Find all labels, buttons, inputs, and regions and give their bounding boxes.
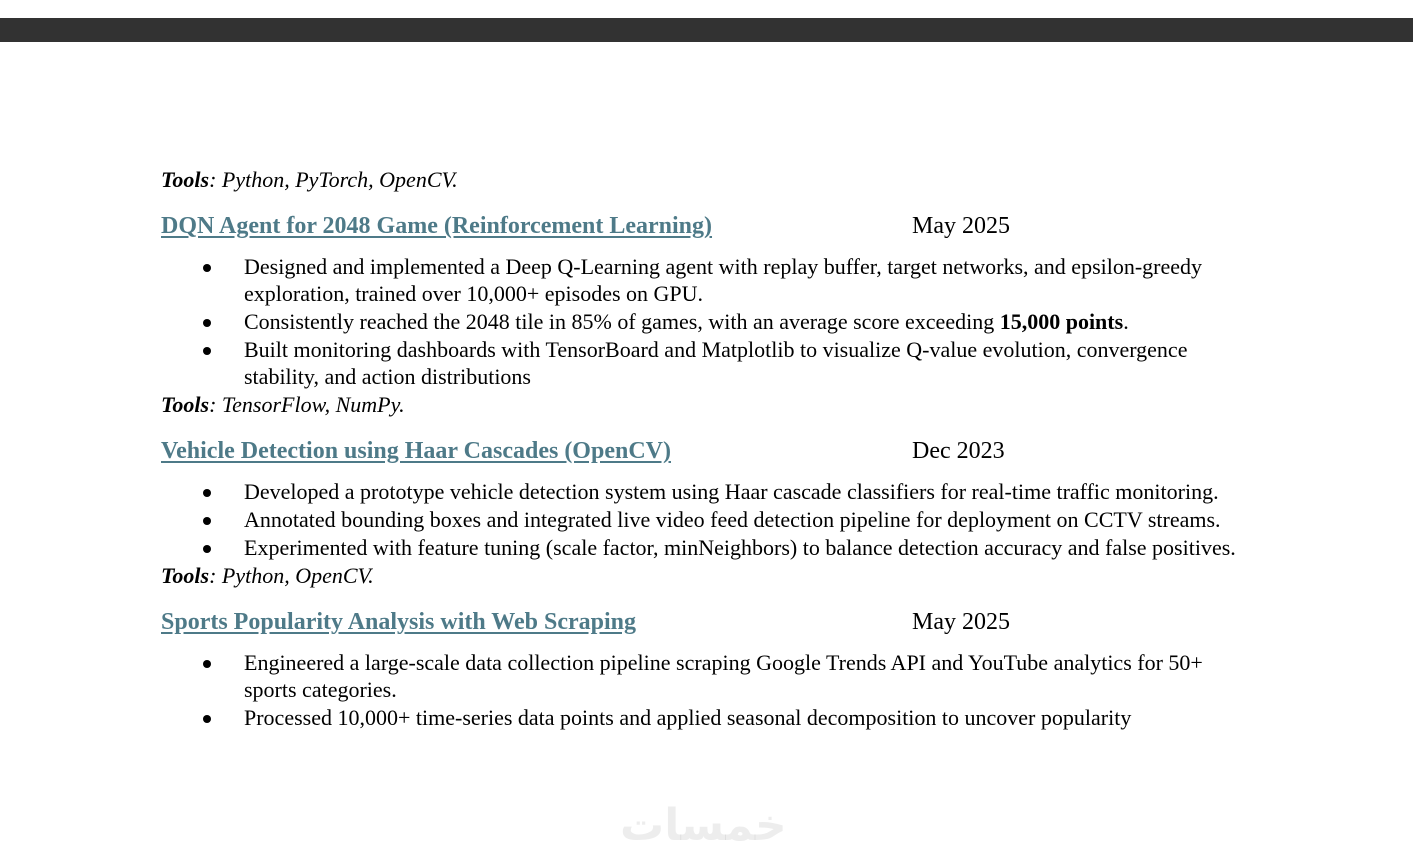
bullet-icon <box>203 660 211 668</box>
project-bullet-list <box>161 478 1251 561</box>
bullet-text: Developed a prototype vehicle detection system using Haar cascade classifiers for real-time traffic monitoring. <box>244 479 1219 504</box>
tools-value: : TensorFlow, NumPy. <box>209 392 405 417</box>
bullet-text: Processed 10,000+ time-series data points and applied seasonal decomposition to uncover popularity <box>244 705 1132 730</box>
tools-label: Tools <box>161 392 210 417</box>
bullet-item <box>161 336 1251 390</box>
project-date: May 2025 <box>912 609 1010 635</box>
project-header <box>161 607 1251 637</box>
bullet-item <box>161 308 1251 335</box>
tools-line <box>161 562 1251 589</box>
project-date: Dec 2023 <box>912 438 1005 464</box>
tools-value: : Python, OpenCV. <box>209 563 374 588</box>
bullet-item <box>161 649 1251 703</box>
bullet-icon <box>203 264 211 272</box>
bullet-text: Consistently reached the 2048 tile in 85% of games, with an average score exceeding <box>244 309 1000 334</box>
bullet-item <box>161 534 1251 561</box>
project-title-link[interactable]: Vehicle Detection using Haar Cascades (OpenCV) <box>161 438 671 464</box>
project-header <box>161 436 1251 466</box>
tools-label: Tools <box>161 563 210 588</box>
bullet-text: Experimented with feature tuning (scale factor, minNeighbors) to balance detection accuracy and false positives. <box>244 535 1236 560</box>
bullet-item <box>161 478 1251 505</box>
bullet-item <box>161 506 1251 533</box>
bullet-text: Annotated bounding boxes and integrated live video feed detection pipeline for deployment on CCTV streams. <box>244 507 1221 532</box>
tools-line <box>161 391 1251 418</box>
viewer-toolbar <box>0 18 1413 42</box>
tools-value: : Python, PyTorch, OpenCV. <box>209 167 458 192</box>
bullet-icon <box>203 347 211 355</box>
bullet-text: Engineered a large-scale data collection pipeline scraping Google Trends API and YouTube analytics for 50+ sports categories. <box>244 650 1203 702</box>
bullet-text: Built monitoring dashboards with TensorBoard and Matplotlib to visualize Q-value evolution, convergence stability, and action distributions <box>244 337 1188 389</box>
project-bullet-list <box>161 253 1251 390</box>
resume-projects-section <box>161 166 1251 732</box>
bullet-icon <box>203 319 211 327</box>
bullet-icon <box>203 489 211 497</box>
bullet-highlight: 15,000 points <box>999 309 1124 334</box>
bullet-text: Designed and implemented a Deep Q-Learning agent with replay buffer, target networks, and epsilon-greedy exploration, trained over 10,000+ episodes on GPU. <box>244 254 1203 306</box>
bullet-icon <box>203 545 211 553</box>
tools-line <box>161 166 1251 193</box>
project-header <box>161 211 1251 241</box>
project-date: May 2025 <box>912 213 1010 239</box>
tools-label: Tools <box>161 167 210 192</box>
bullet-item <box>161 253 1251 307</box>
project-title-link[interactable]: DQN Agent for 2048 Game (Reinforcement Learning) <box>161 213 713 239</box>
bullet-item <box>161 704 1251 731</box>
top-margin <box>0 0 1413 18</box>
project-bullet-list <box>161 649 1251 731</box>
bullet-icon <box>203 517 211 525</box>
bullet-text-end: . <box>1123 309 1129 334</box>
project-title-link[interactable]: Sports Popularity Analysis with Web Scraping <box>161 609 636 635</box>
bullet-icon <box>203 715 211 723</box>
